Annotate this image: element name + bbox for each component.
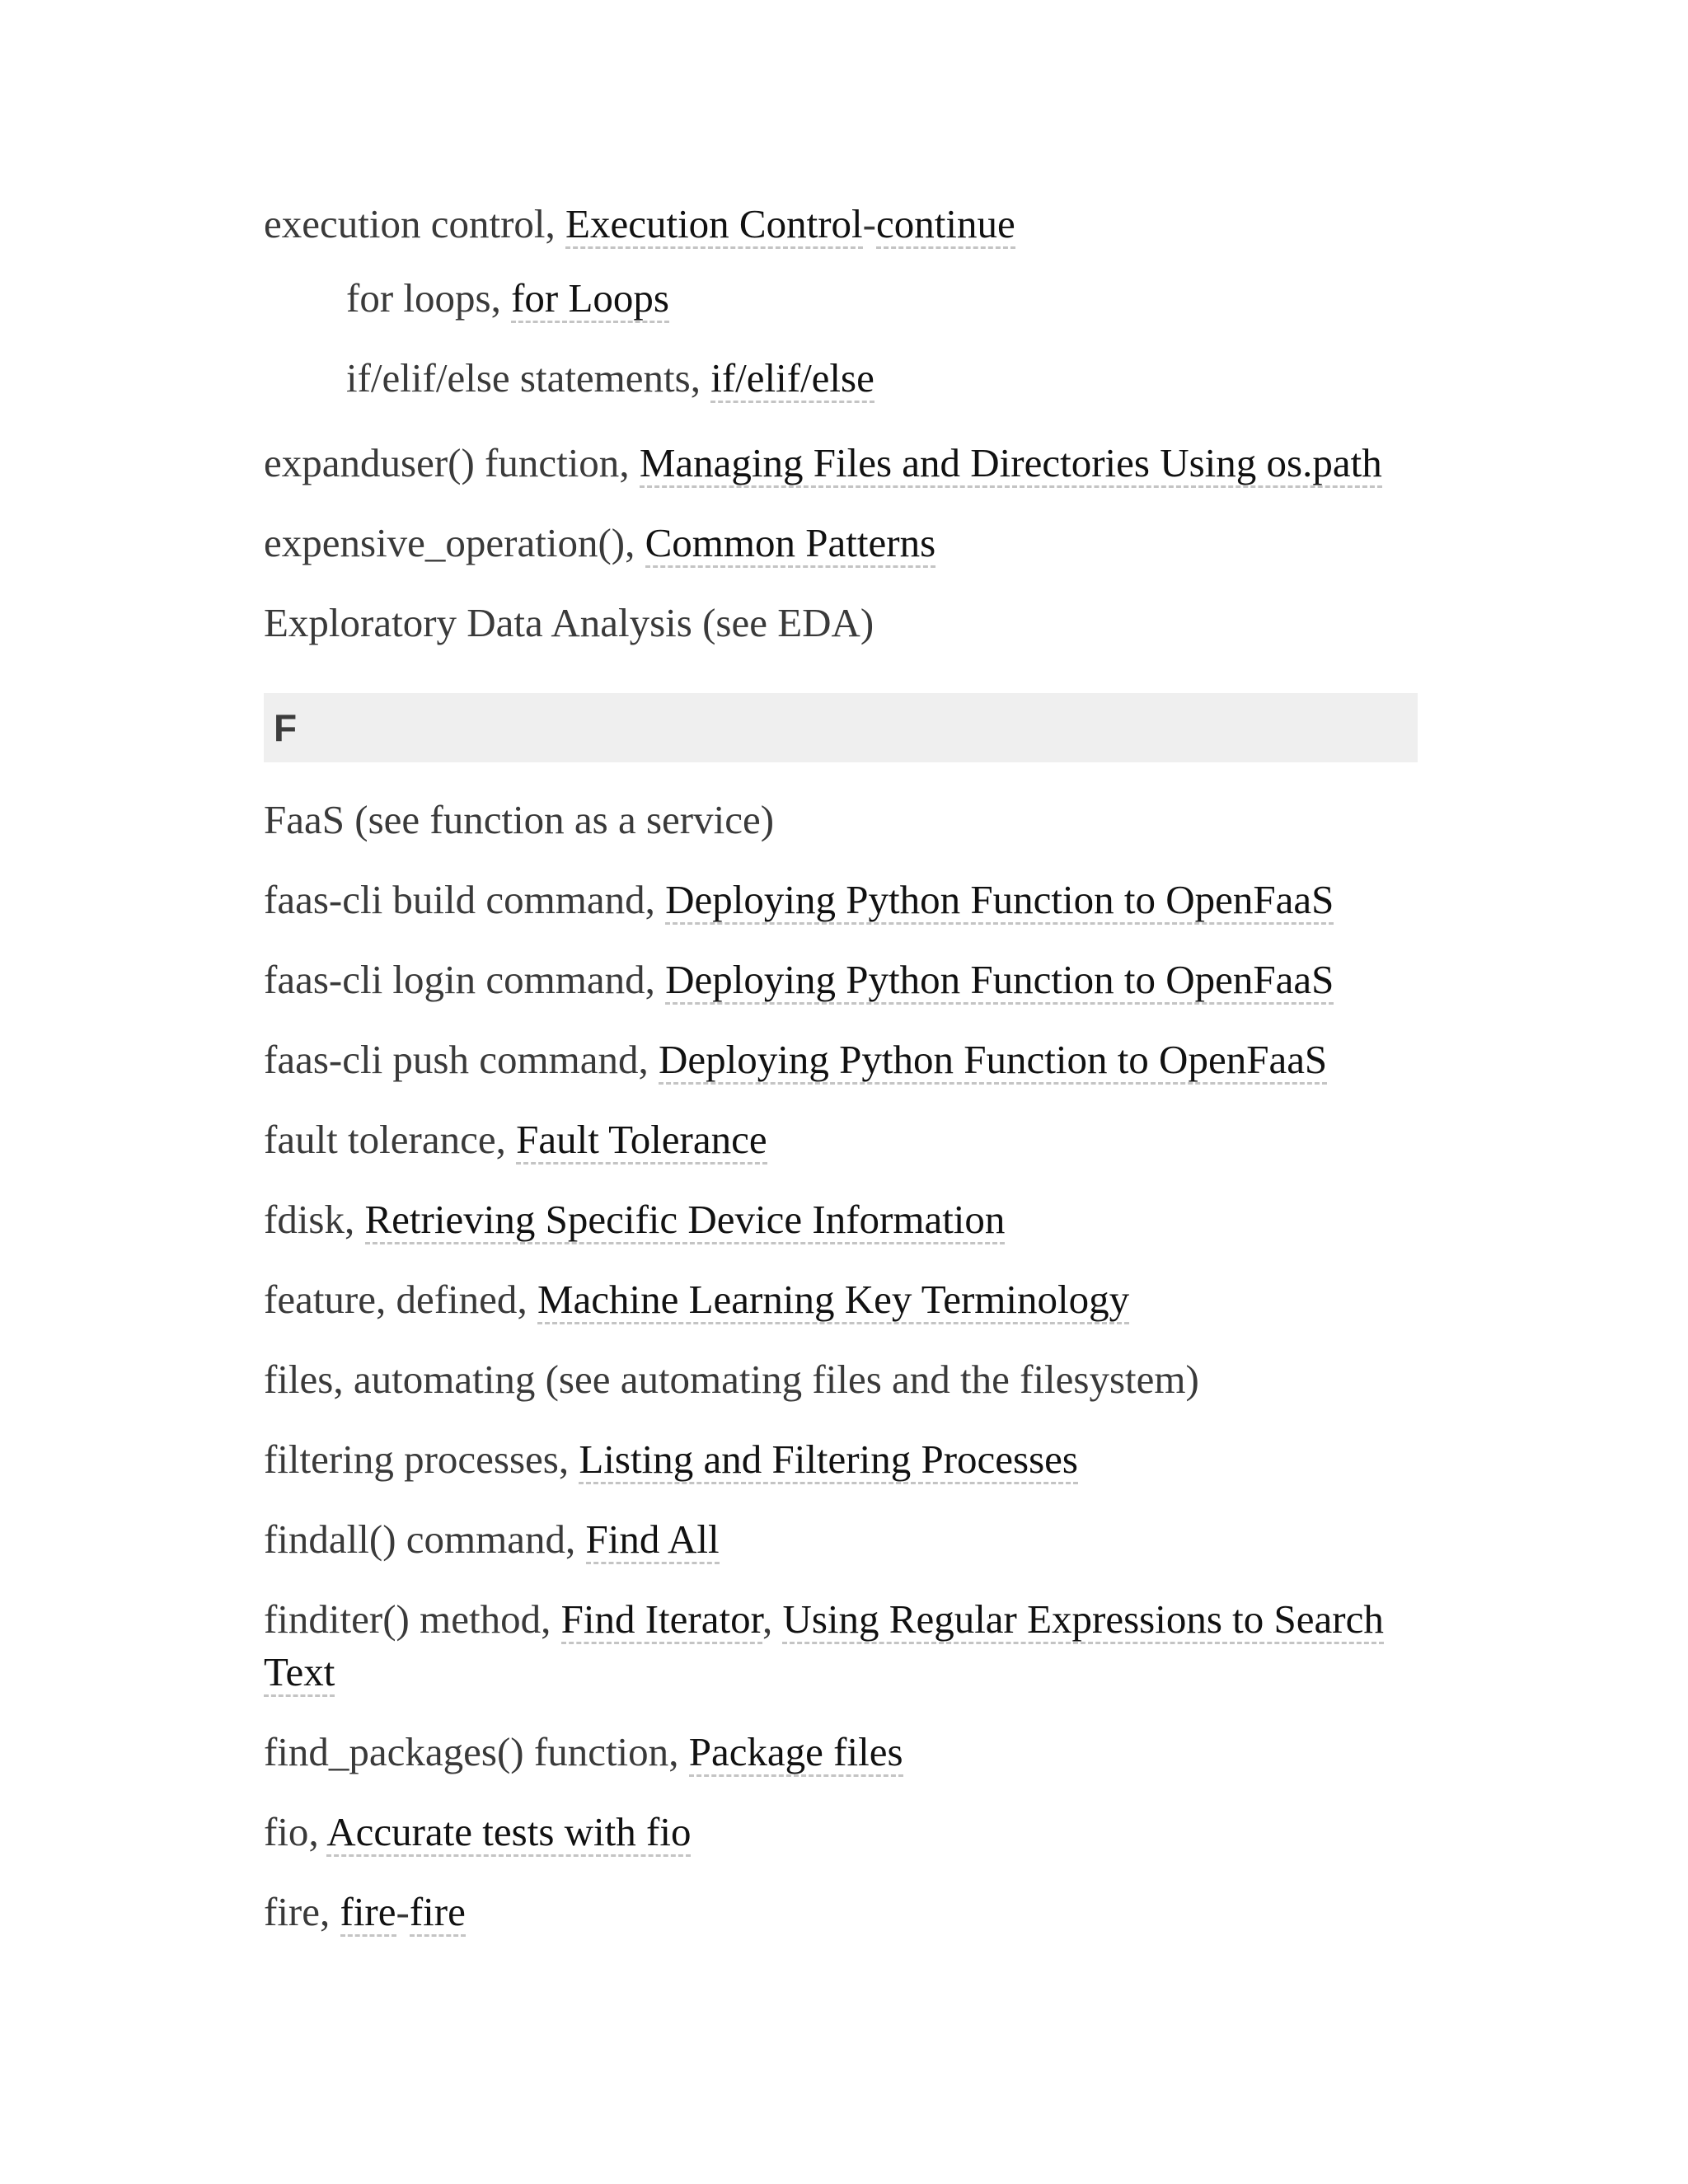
index-link[interactable]: Find All xyxy=(586,1516,720,1564)
index-term: faas-cli build command xyxy=(264,877,645,922)
index-term: filtering processes xyxy=(264,1436,559,1482)
index-link[interactable]: Common Patterns xyxy=(645,520,936,568)
index-entry-faas-cli-login: faas-cli login command, Deploying Python Function to OpenFaaS xyxy=(264,954,1334,1006)
index-entry-finditer: finditer() method, Find Iterator, Using Regular Expressions to Search Text xyxy=(264,1593,1418,1699)
index-entry-findall: findall() command, Find All xyxy=(264,1513,720,1566)
index-entry-fdisk: fdisk, Retrieving Specific Device Information xyxy=(264,1193,1005,1246)
index-link[interactable]: fire xyxy=(410,1889,466,1937)
index-entry-faas-cli-push: faas-cli push command, Deploying Python Function to OpenFaaS xyxy=(264,1033,1327,1086)
index-term: faas-cli push command xyxy=(264,1037,639,1082)
index-link[interactable]: Deploying Python Function to OpenFaaS xyxy=(665,957,1334,1005)
index-term: finditer() method xyxy=(264,1596,542,1642)
index-link[interactable]: if/elif/else xyxy=(710,355,874,403)
index-term: feature, defined xyxy=(264,1277,518,1322)
index-term: fault tolerance xyxy=(264,1117,496,1162)
index-term: fdisk xyxy=(264,1197,345,1242)
index-entry-files-automating xyxy=(264,1353,1199,1406)
index-link[interactable]: for Loops xyxy=(511,275,669,323)
index-term: find_packages() function xyxy=(264,1729,669,1774)
index-term: for loops xyxy=(346,275,491,321)
index-term: fio xyxy=(264,1809,309,1854)
index-entry-faas xyxy=(264,794,774,846)
index-entry-exploratory-data-analysis xyxy=(264,597,874,649)
index-entry-find-packages: find_packages() function, Package files xyxy=(264,1726,903,1779)
index-link[interactable]: Retrieving Specific Device Information xyxy=(365,1197,1006,1244)
index-entry-feature-defined: feature, defined, Machine Learning Key Terminology xyxy=(264,1273,1129,1326)
index-link[interactable]: Using Regular Expressions to Search Text xyxy=(264,1596,1384,1697)
index-link[interactable]: Package files xyxy=(689,1729,903,1777)
index-term: if/elif/else statements xyxy=(346,355,691,401)
index-link[interactable]: continue xyxy=(876,201,1015,249)
index-entry-expanduser: expanduser() function, Managing Files and Directories Using os.path xyxy=(264,437,1382,490)
index-entry-fire: fire, fire-fire xyxy=(264,1886,466,1938)
index-entry-filtering-processes: filtering processes, Listing and Filtering Processes xyxy=(264,1433,1078,1486)
index-link[interactable]: fire xyxy=(340,1889,396,1937)
index-entry-execution-control: execution control, Execution Control-continue xyxy=(264,198,1015,251)
index-term: execution control xyxy=(264,201,546,246)
index-link[interactable]: Deploying Python Function to OpenFaaS xyxy=(665,877,1334,925)
index-link[interactable]: Execution Control xyxy=(565,201,863,249)
index-link[interactable]: Fault Tolerance xyxy=(516,1117,767,1165)
index-entry-faas-cli-build: faas-cli build command, Deploying Python Function to OpenFaaS xyxy=(264,874,1334,926)
index-term: FaaS (see function as a service) xyxy=(264,797,775,842)
index-term: faas-cli login command xyxy=(264,957,645,1002)
index-term: expanduser() function xyxy=(264,440,620,485)
section-header xyxy=(264,693,1418,762)
index-term: findall() command xyxy=(264,1516,566,1562)
index-entry-fault-tolerance: fault tolerance, Fault Tolerance xyxy=(264,1113,767,1166)
index-link[interactable]: Find Iterator xyxy=(561,1596,762,1644)
index-subentry-if-elif-else: if/elif/else statements, if/elif/else xyxy=(346,352,874,405)
index-term: expensive_operation() xyxy=(264,520,626,565)
index-link[interactable]: Deploying Python Function to OpenFaaS xyxy=(659,1037,1327,1085)
section-letter: F xyxy=(274,706,298,749)
index-term: files, automating (see automating files and the filesystem) xyxy=(264,1357,1199,1402)
index-entry-fio: fio, Accurate tests with fio xyxy=(264,1806,691,1858)
index-term: fire xyxy=(264,1889,320,1934)
index-link[interactable]: Machine Learning Key Terminology xyxy=(537,1277,1129,1324)
index-term: Exploratory Data Analysis (see EDA) xyxy=(264,600,874,645)
index-link[interactable]: Accurate tests with fio xyxy=(326,1809,691,1857)
index-link[interactable]: Listing and Filtering Processes xyxy=(579,1436,1078,1484)
index-subentry-for-loops: for loops, for Loops xyxy=(346,272,669,325)
index-link[interactable]: Managing Files and Directories Using os.path xyxy=(640,440,1382,488)
index-entry-expensive-operation: expensive_operation(), Common Patterns xyxy=(264,517,935,569)
